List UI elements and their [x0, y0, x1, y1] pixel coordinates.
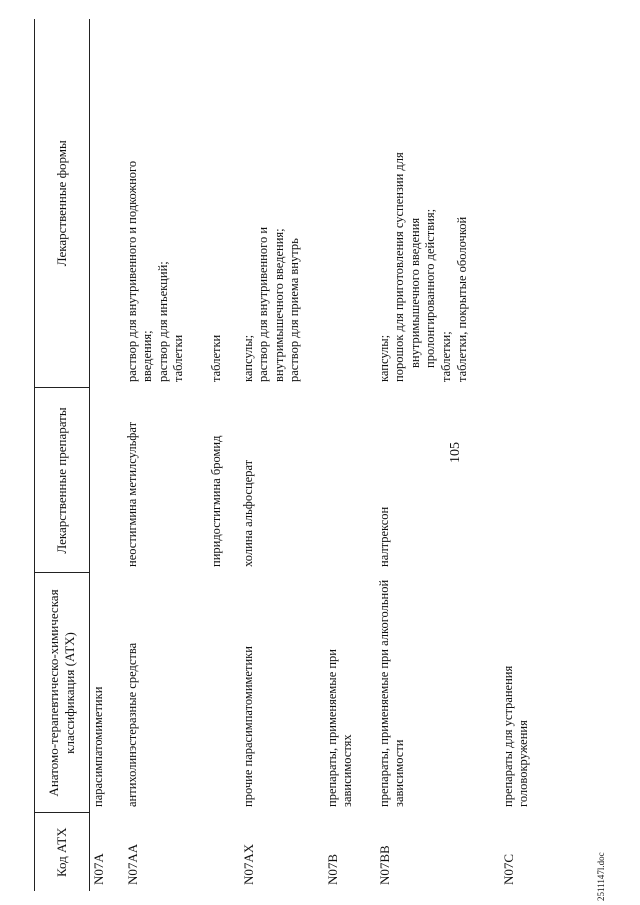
header-drugs: Лекарственные препараты [35, 388, 90, 573]
dosage-forms [324, 19, 376, 388]
atc-classification: прочие парасимпатомиметики [240, 646, 255, 807]
dosage-form-line: капсулы; [240, 334, 255, 382]
dosage-forms [500, 19, 544, 388]
dosage-forms [208, 19, 240, 388]
dosage-forms [124, 19, 208, 388]
dosage-form-line: таблетки, покрытые оболочкой [454, 216, 469, 382]
atc-code: N07C [500, 853, 516, 885]
table-row [240, 19, 324, 891]
atc-code: N07B [324, 853, 340, 885]
table-row [124, 19, 208, 891]
drug-name: неостигмина метилсульфат [124, 421, 139, 567]
table-row [500, 19, 544, 891]
drug-name [500, 388, 544, 573]
atc-code [208, 813, 240, 891]
atc-classification: препараты для устранения головокружения [500, 665, 531, 807]
dosage-forms [376, 19, 500, 388]
dosage-form-line: пролонгированного действия; [423, 208, 438, 368]
atc-classification: препараты, применяемые при алкогольной зависимости [376, 579, 407, 807]
page-number: 105 [448, 442, 463, 463]
atc-classification: парасимпатомиметики [91, 686, 105, 807]
dosage-form-line: раствор для внутривенного и подкожного [124, 160, 139, 382]
table-row [376, 19, 500, 891]
drug-name: пиридостигмина бромид [208, 435, 223, 567]
drug-name: холина альфосцерат [240, 459, 255, 567]
dosage-form-line: порошок для приготовления суспензии для [392, 152, 407, 382]
dosage-form-line: капсулы; [376, 334, 391, 382]
dosage-forms [240, 19, 324, 388]
dosage-form-line: внутримышечного введения; [271, 228, 286, 382]
dosage-form-line: раствор для инъекций; [155, 261, 170, 382]
dosage-form-line: таблетки [208, 334, 223, 382]
drug-name [324, 388, 376, 573]
header-classification: Анатомо-терапевтическо-химическая классификация (АТХ) [35, 573, 90, 813]
table-row [324, 19, 376, 891]
atc-code: N07A [91, 853, 106, 885]
dosage-form-line: раствор для внутривенного и [256, 226, 271, 382]
atc-code: N07AA [124, 843, 140, 885]
atc-classification: препараты, применяемые при зависимостях [324, 649, 355, 807]
atc-table [34, 19, 544, 891]
atc-code: N07AX [240, 843, 256, 885]
dosage-form-line: таблетки [171, 334, 186, 382]
atc-classification: антихолинэстеразные средства [124, 642, 139, 807]
dosage-form-line: введения; [140, 330, 155, 382]
file-name-footer: 2511147l.doc [596, 852, 606, 901]
dosage-form-line: таблетки; [439, 331, 453, 382]
drug-name [90, 388, 124, 573]
header-forms: Лекарственные формы [35, 19, 90, 388]
table-header-row [35, 19, 90, 891]
dosage-form-line: внутримышечного введения [407, 217, 422, 368]
dosage-form-line: раствор для приема внутрь [287, 238, 302, 382]
atc-code: N07BB [376, 845, 392, 885]
table-row [208, 19, 240, 891]
atc-classification [208, 573, 240, 813]
dosage-forms [90, 19, 124, 388]
table-row [90, 19, 124, 891]
header-code: Код АТХ [35, 813, 90, 891]
drug-name: налтрексон [376, 506, 391, 567]
